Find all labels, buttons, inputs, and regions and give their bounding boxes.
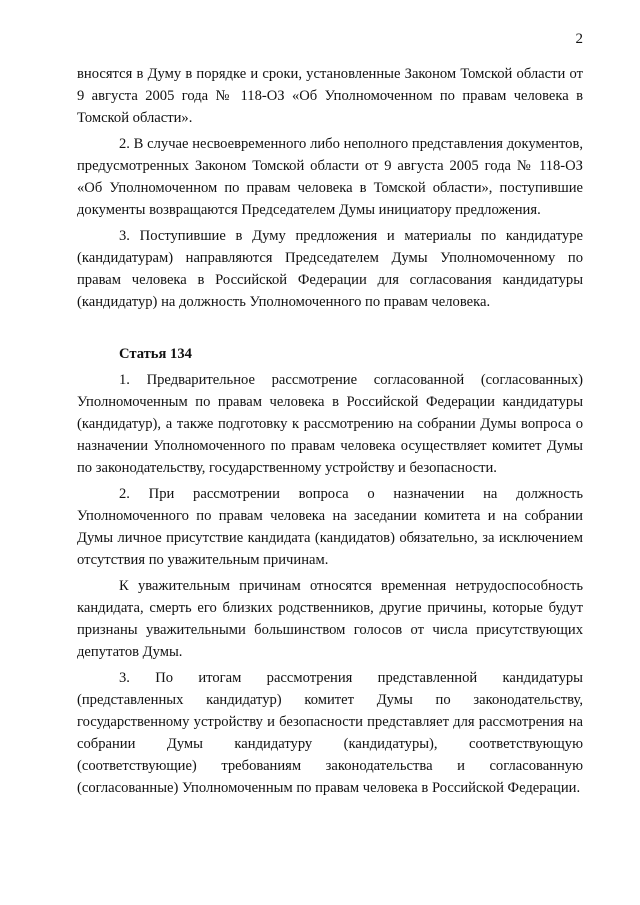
paragraph-item-2: 2. В случае несвоевременного либо неполного представления документов, предусмотренных Законом Томской области от 9 августа 2005 года № 118-ОЗ «Об Уполномоченном по правам человека в Томской области», поступившие документы возвращаются Председателем Думы инициатору предложения.: [77, 136, 583, 218]
page-number: 2: [575, 31, 583, 47]
article-paragraph-3: 3. По итогам рассмотрения представленной кандидатуры (представленных кандидатур) комитет Думы по законодательству, государственному устройству и безопасности представляет для рассмотрения на собрании Думы кандидатуру (кандидатуры), соответствующую (соответствующие) требованиям законодательства и согласованную (согласованные) Уполномоченным по правам человека в Российской Федерации.: [77, 670, 583, 796]
paragraph-item-3: 3. Поступившие в Думу предложения и материалы по кандидатуре (кандидатурам) направляются Председателем Думы Уполномоченному по правам человека в Российской Федерации для согласования кандидатуры (кандидатур) на должность Уполномоченного по правам человека.: [77, 228, 583, 310]
document-body: [77, 63, 583, 803]
article-paragraph-valid-reasons: К уважительным причинам относятся временная нетрудоспособность кандидата, смерть его близких родственников, другие причины, которые будут признаны уважительными большинством голосов от числа присутствующих депутатов Думы.: [77, 578, 583, 660]
paragraph-continuation: вносятся в Думу в порядке и сроки, установленные Законом Томской области от 9 августа 2005 года № 118-ОЗ «Об Уполномоченном по правам человека в Томской области».: [77, 66, 583, 126]
article-heading: Статья 134: [119, 346, 192, 362]
article-paragraph-2: 2. При рассмотрении вопроса о назначении на должность Уполномоченного по правам человека на заседании комитета и на собрании Думы личное присутствие кандидата (кандидатов) обязательно, за исключением отсутствия по уважительным причинам.: [77, 486, 583, 568]
article-paragraph-1: 1. Предварительное рассмотрение согласованной (согласованных) Уполномоченным по правам человека в Российской Федерации кандидатуры (кандидатур), а также подготовку к рассмотрению на собрании Думы вопроса о назначении Уполномоченного по правам человека осуществляет комитет Думы по законодательству, государственному устройству и безопасности.: [77, 372, 583, 476]
